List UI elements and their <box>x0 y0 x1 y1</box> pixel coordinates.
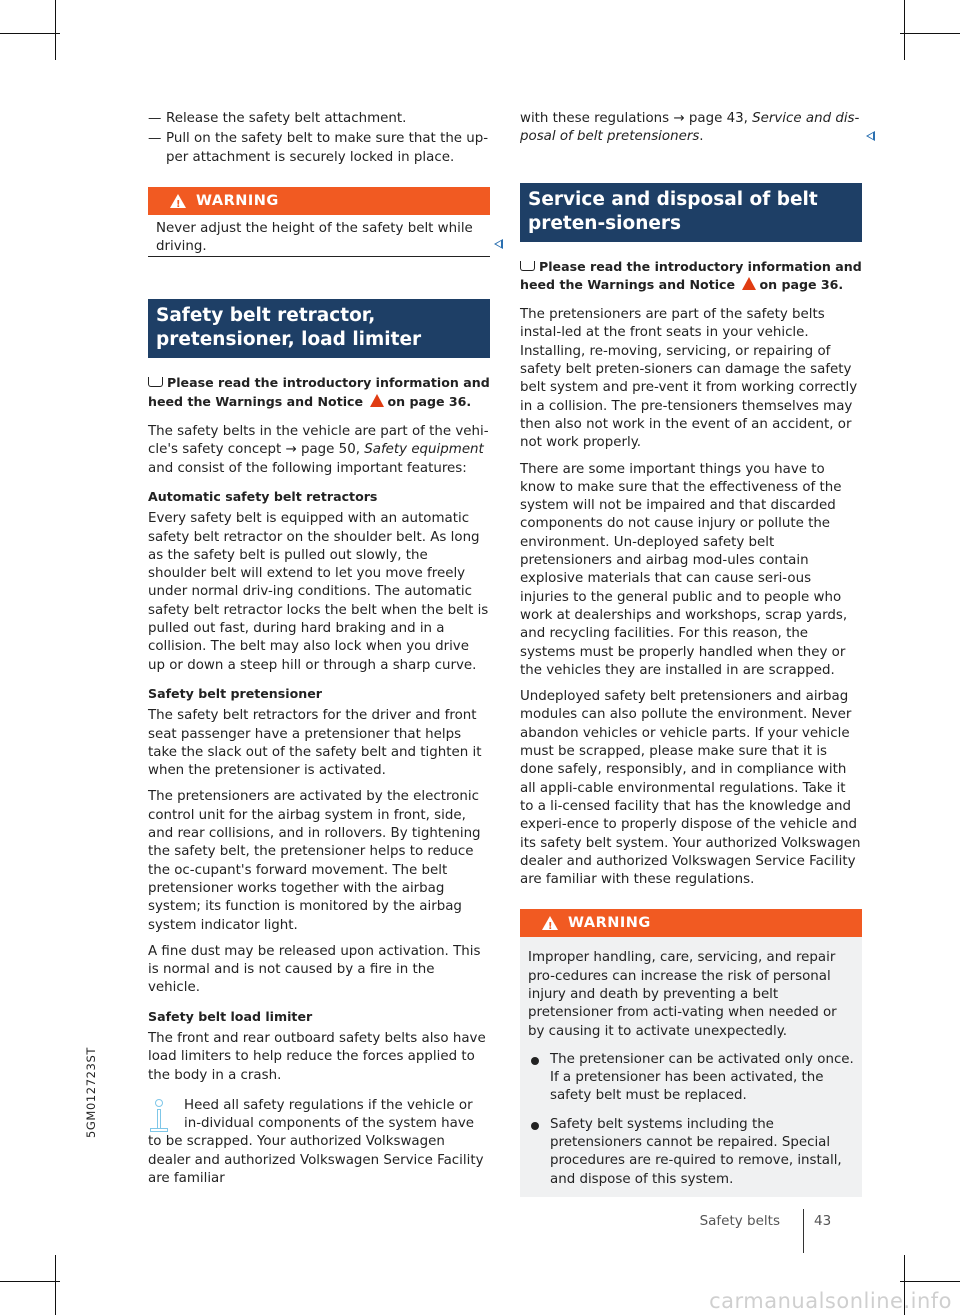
arrow-right-icon: → <box>673 111 685 126</box>
paragraph: Undeployed safety belt pretensioners and airbag modules can also pollute the environment. Never abandon vehicles or vehicle parts. If your vehicle must be scrapped, please make sure that it is done safely, responsibly, and in compliance with all appli-cable environmental regulations. Take it to a li-censed facility that has the knowledge and experi-ence to properly dispose of the vehicle and its safety belt system. Your authorized Volkswagen dealer and authorized Volkswagen Service Facility are familiar with these regulations. <box>520 689 861 888</box>
page-link[interactable]: page 50, <box>300 442 360 458</box>
crop-mark <box>0 1281 60 1282</box>
footer-divider <box>803 1209 804 1253</box>
step-item: — Pull on the safety belt to make sure that the up-per attachment is securely locked in place. <box>148 130 490 167</box>
document-code: 5GM012723ST <box>84 1047 98 1138</box>
warning-box <box>520 909 862 1197</box>
crop-mark <box>900 33 960 34</box>
page-number: 43 <box>814 1213 832 1229</box>
crop-mark <box>55 1255 56 1315</box>
crop-mark <box>0 33 60 34</box>
paragraph: The front and rear outboard safety belts also have load limiters to help reduce the forces applied to the body in a crash. <box>148 1030 486 1083</box>
end-of-section-icon <box>494 239 503 249</box>
paragraph: with these regulations → page 43, Service and dis-posal of belt pretensioners. <box>520 111 860 145</box>
paragraph: A fine dust may be released upon activation. This is normal and is not caused by a fire in the vehicle. <box>148 943 481 996</box>
warning-icon <box>370 394 384 407</box>
subheading: Safety belt load limiter <box>148 1008 313 1024</box>
intro-note: Please read the introductory information and heed the Warnings and Notice on page 36. <box>520 258 862 292</box>
paragraph: The safety belt retractors for the driver and front seat passenger have a pretensioner that helps take the slack out of the safety belt and tighten it when the pretensioner is activated. <box>148 708 482 779</box>
step-item: — Release the safety belt attachment. <box>148 110 490 128</box>
warning-body <box>148 215 490 258</box>
subheading: Automatic safety belt retractors <box>148 488 378 504</box>
warning-icon <box>542 916 558 930</box>
end-of-section-icon <box>866 131 875 141</box>
right-column <box>520 110 862 1197</box>
warning-header <box>148 187 490 215</box>
list-item: Safety belt systems including the pretensioners cannot be repaired. Special procedures are re-quired to remove, install, and dispose of this system. <box>528 1116 854 1189</box>
paragraph: The pretensioners are activated by the electronic control unit for the airbag system in front, side, and rear collisions, and in rollovers. By tightening the safety belt, the pretensioner helps to reduce the oc-cupant's forward movement. The belt pretensioner works together with the airbag system; its function is monitored by the airbag system indicator light. <box>148 789 481 933</box>
info-text: Heed all safety regulations if the vehicle or in-dividual components of the system have to be scrapped. Your authorized Volkswagen dealer and authorized Volkswagen Service Facility are familiar <box>148 1097 484 1187</box>
arrow-right-icon: → <box>285 442 297 458</box>
left-column <box>148 110 490 1188</box>
section-heading: Safety belt retractor, pretensioner, load limiter <box>148 299 490 358</box>
crop-mark <box>904 0 905 60</box>
info-icon <box>148 1099 170 1133</box>
watermark: carmanualsonline.info <box>709 1289 952 1313</box>
warning-box <box>148 187 490 258</box>
footer-chapter-title: Safety belts <box>699 1213 780 1229</box>
subheading: Safety belt pretensioner <box>148 685 322 701</box>
warning-icon <box>742 277 756 290</box>
warning-header <box>520 909 862 937</box>
paragraph: Every safety belt is equipped with an automatic safety belt retractor on the shoulder belt. As long as the safety belt is pulled out slowly, the shoulder belt will extend to let you move freely under normal driv-ing conditions. The automatic safety belt retractor locks the belt when the belt is pulled out fast, during hard braking and in a collision. The belt may also lock when you drive up or down a steep hill or through a sharp curve. <box>148 511 489 673</box>
warning-text: Never adjust the height of the safety belt while driving. <box>156 220 473 255</box>
section-heading: Service and disposal of belt preten-sioners <box>520 183 862 242</box>
paragraph: The pretensioners are part of the safety belts instal-led at the front seats in your vehicle. Installing, re-moving, servicing, or repairing of safety belt preten-sioners can damage the safety belt system and pre-vent it from working correctly in a collision. The pre-tensioners themselves may then also not work in the event of an accident, or not work properly. <box>520 307 858 451</box>
paragraph: There are some important things you have to know to make sure that the effectiveness of the system will not be impaired and that discarded components do not cause injury or pollute the environment. Un-deployed safety belt pretensioners and airbag mod-ules contain explosive materials that can cause seri-ous injuries to the general public and to people who work at dealerships and workshops, scrap yards, and recycling facilities. For this reason, the systems must be properly handled when they or the vehicles they are installed in are scrapped. <box>520 461 848 678</box>
book-icon <box>520 261 535 271</box>
warning-title: WARNING <box>568 915 651 932</box>
warning-title: WARNING <box>196 192 279 209</box>
paragraph: The safety belts in the vehicle are part of the vehi-cle's safety concept → page 50, Safety equipment and consist of the following important features: <box>148 424 489 476</box>
list-item: The pretensioner can be activated only once. If a pretensioner has been activated, the safety belt must be replaced. <box>528 1051 854 1106</box>
page-link[interactable]: page 43, <box>688 111 748 126</box>
crop-mark <box>900 1281 960 1282</box>
warning-text: Improper handling, care, servicing, and repair pro-cedures can increase the risk of personal injury and death by preventing a belt pretensioner from acti-vating when needed or by causing it to activate unexpectedly. <box>528 950 837 1039</box>
info-note <box>148 1097 490 1188</box>
intro-note: Please read the introductory information and heed the Warnings and Notice on page 36. <box>148 375 490 409</box>
warning-icon <box>170 194 186 208</box>
warning-body <box>520 937 862 1197</box>
book-icon <box>148 377 163 387</box>
crop-mark <box>55 0 56 60</box>
